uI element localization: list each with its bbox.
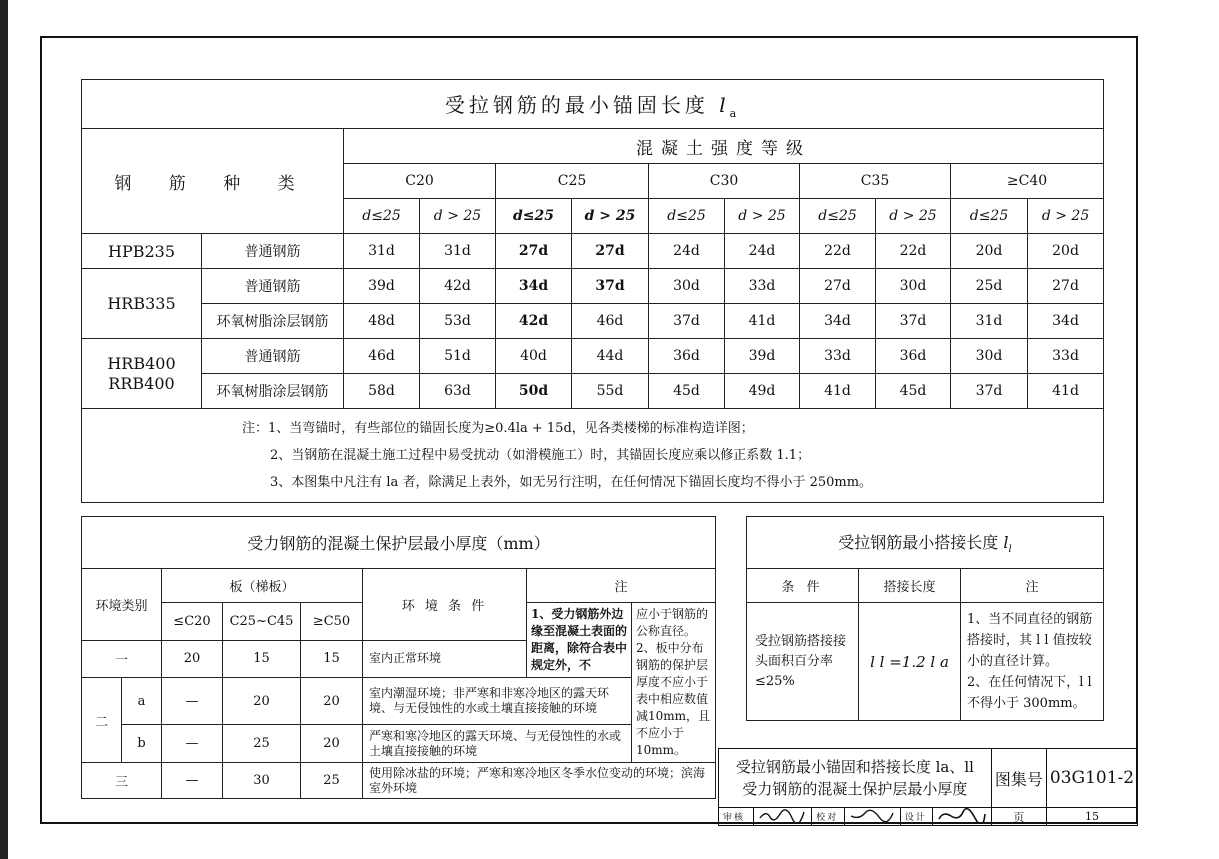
table-row [82,374,1104,409]
lap-length-formula: l l =1.2 l a [859,603,961,721]
check-signature [844,808,900,826]
value-cell: 45d [649,374,725,409]
steel-grade: HRB400 RRB400 [82,339,202,409]
value-cell: 58d [344,374,420,409]
slab-header: 板（梯板） [162,569,363,603]
value-cell: 42d [420,269,496,304]
value-cell: 15 [223,640,301,678]
value-cell: 48d [344,304,420,339]
env-subcategory: a [122,678,162,725]
d-le-25: d≤25 [800,199,876,234]
value-cell: 20 [301,678,363,725]
value-cell: 50d [496,374,572,409]
value-cell: 44d [572,339,649,374]
value-cell: 33d [725,269,800,304]
lap-note: 1、当不同直径的钢筋搭接时，其 l l 值按较小的直径计算。 2、在任何情况下，l l 不得小于 300mm。 [961,603,1104,721]
lap-condition: 受拉钢筋搭接接头面积百分率≤25% [747,603,859,721]
env-category: 三 [82,763,162,799]
value-cell: 30d [876,269,951,304]
value-cell: 22d [876,234,951,269]
d-gt-25: d > 25 [420,199,496,234]
d-gt-25: d > 25 [876,199,951,234]
value-cell: 20d [1028,234,1104,269]
atlas-number: 03G101-2 [1047,749,1138,808]
value-cell: 41d [800,374,876,409]
value-cell: — [162,725,223,763]
lap-length-header: 搭接长度 [859,569,961,603]
table-row [82,763,716,799]
table-row [82,725,716,763]
signature-image [849,808,897,822]
cover-note-right: 应小于钢筋的公称直径。 2、板中分布钢筋的保护层厚度不应小于表中相应数值减10mm，且不应小于10mm。 [632,603,716,763]
d-le-25: d≤25 [951,199,1028,234]
value-cell: — [162,763,223,799]
steel-grade: HPB235 [82,234,202,269]
design-signature [933,808,992,826]
atlas-number-label: 图集号 [991,749,1046,808]
env-category: 一 [82,640,162,678]
value-cell: 27d [800,269,876,304]
value-cell: 34d [496,269,572,304]
grade-c25: C25 [496,164,649,199]
env-subcategory: b [122,725,162,763]
value-cell: 63d [420,374,496,409]
d-gt-25: d > 25 [725,199,800,234]
concrete-grade-header: 混凝土强度等级 [344,129,1104,164]
table3-title: 受拉钢筋最小搭接长度 $l_l$ [747,517,1104,569]
check-label: 校对 [812,808,844,826]
value-cell: 39d [725,339,800,374]
value-cell: 20 [301,725,363,763]
design-label: 设计 [900,808,932,826]
value-cell: 20d [951,234,1028,269]
grade-c40: ≥C40 [951,164,1104,199]
value-cell: 25d [951,269,1028,304]
env-category: 二 [82,678,122,763]
value-cell: — [162,678,223,725]
env-category-header: 环境类别 [82,569,162,641]
value-cell: 37d [572,269,649,304]
value-cell: 30d [649,269,725,304]
note-line: 2、当钢筋在混凝土施工过程中易受扰动（如滑模施工）时，其锚固长度应乘以修正系数 1.1； [270,448,811,463]
review-signature [753,808,811,826]
d-gt-25: d > 25 [572,199,649,234]
value-cell: 34d [1028,304,1104,339]
value-cell: 49d [725,374,800,409]
value-cell: 40d [496,339,572,374]
signature-image [758,808,806,822]
table-row [82,339,1104,374]
value-cell: 42d [496,304,572,339]
d-le-25: d≤25 [344,199,420,234]
value-cell: 27d [1028,269,1104,304]
condition-header: 条 件 [747,569,859,603]
value-cell: 51d [420,339,496,374]
value-cell: 41d [1028,374,1104,409]
grade-c20: C20 [344,164,496,199]
note-header: 注 [961,569,1104,603]
value-cell: 46d [572,304,649,339]
lap-length-table [746,516,1104,721]
concrete-cover-table [81,516,716,799]
value-cell: 34d [800,304,876,339]
page-number: 15 [1047,808,1138,826]
title-block [718,748,1138,826]
value-cell: 24d [649,234,725,269]
col-c25-c45: C25~C45 [223,603,301,641]
steel-type: 环氧树脂涂层钢筋 [202,304,344,339]
value-cell: 53d [420,304,496,339]
note-line: 3、本图集中凡注有 la 者，除满足上表外，如无另行注明，在任何情况下锚固长度均不得小于 250mm。 [270,475,873,490]
page-label: 页 [991,808,1046,826]
table-row [82,304,1104,339]
value-cell: 45d [876,374,951,409]
env-condition-header: 环 境 条 件 [363,569,527,641]
value-cell: 20 [162,640,223,678]
value-cell: 27d [572,234,649,269]
review-label: 审核 [719,808,754,826]
table2-title: 受力钢筋的混凝土保护层最小厚度（mm） [82,517,716,569]
d-gt-25: d > 25 [1028,199,1104,234]
value-cell: 39d [344,269,420,304]
env-condition: 室内潮湿环境；非严寒和非寒冷地区的露天环境、与无侵蚀性的水或土壤直接接触的环境 [363,678,632,725]
value-cell: 27d [496,234,572,269]
value-cell: 25 [223,725,301,763]
scanner-edge [0,0,8,859]
value-cell: 46d [344,339,420,374]
drawing-title: 受拉钢筋最小锚固和搭接长度 la、ll 受力钢筋的混凝土保护层最小厚度 [719,749,992,808]
value-cell: 37d [649,304,725,339]
env-condition: 严寒和寒冷地区的露天环境、与无侵蚀性的水或土壤直接接触的环境 [363,725,632,763]
value-cell: 33d [1028,339,1104,374]
value-cell: 22d [800,234,876,269]
signature-image [937,808,987,822]
value-cell: 30 [223,763,301,799]
cover-note-left: 1、受力钢筋外边缘至混凝土表面的距离，除符合表中规定外，不 [527,603,632,678]
value-cell: 31d [420,234,496,269]
steel-type: 普通钢筋 [202,234,344,269]
d-le-25: d≤25 [496,199,572,234]
anchorage-length-table [81,79,1104,503]
table-row [82,234,1104,269]
value-cell: 33d [800,339,876,374]
grade-c30: C30 [649,164,800,199]
col-le-c20: ≤C20 [162,603,223,641]
note-header: 注 [527,569,716,603]
value-cell: 37d [951,374,1028,409]
col-ge-c50: ≥C50 [301,603,363,641]
value-cell: 36d [876,339,951,374]
value-cell: 25 [301,763,363,799]
env-condition: 室内正常环境 [363,640,527,678]
steel-type: 环氧树脂涂层钢筋 [202,374,344,409]
steel-type: 普通钢筋 [202,339,344,374]
value-cell: 36d [649,339,725,374]
value-cell: 55d [572,374,649,409]
d-le-25: d≤25 [649,199,725,234]
table-row [82,678,716,725]
steel-grade: HRB335 [82,269,202,339]
table1-title: 受拉钢筋的最小锚固长度 $l_a$ [82,80,1104,129]
value-cell: 41d [725,304,800,339]
value-cell: 30d [951,339,1028,374]
table1-notes [82,409,1104,503]
note-line: 注：1、当弯锚时，有些部位的锚固长度为≥0.4la + 15d，见各类楼梯的标准构造详图； [242,421,754,436]
value-cell: 15 [301,640,363,678]
env-condition: 使用除冰盐的环境；严寒和寒冷地区冬季水位变动的环境；滨海室外环境 [363,763,716,799]
steel-type-header: 钢 筋 种 类 [82,129,344,234]
table-row [82,269,1104,304]
value-cell: 31d [344,234,420,269]
value-cell: 20 [223,678,301,725]
value-cell: 31d [951,304,1028,339]
value-cell: 24d [725,234,800,269]
grade-c35: C35 [800,164,951,199]
value-cell: 37d [876,304,951,339]
steel-type: 普通钢筋 [202,269,344,304]
